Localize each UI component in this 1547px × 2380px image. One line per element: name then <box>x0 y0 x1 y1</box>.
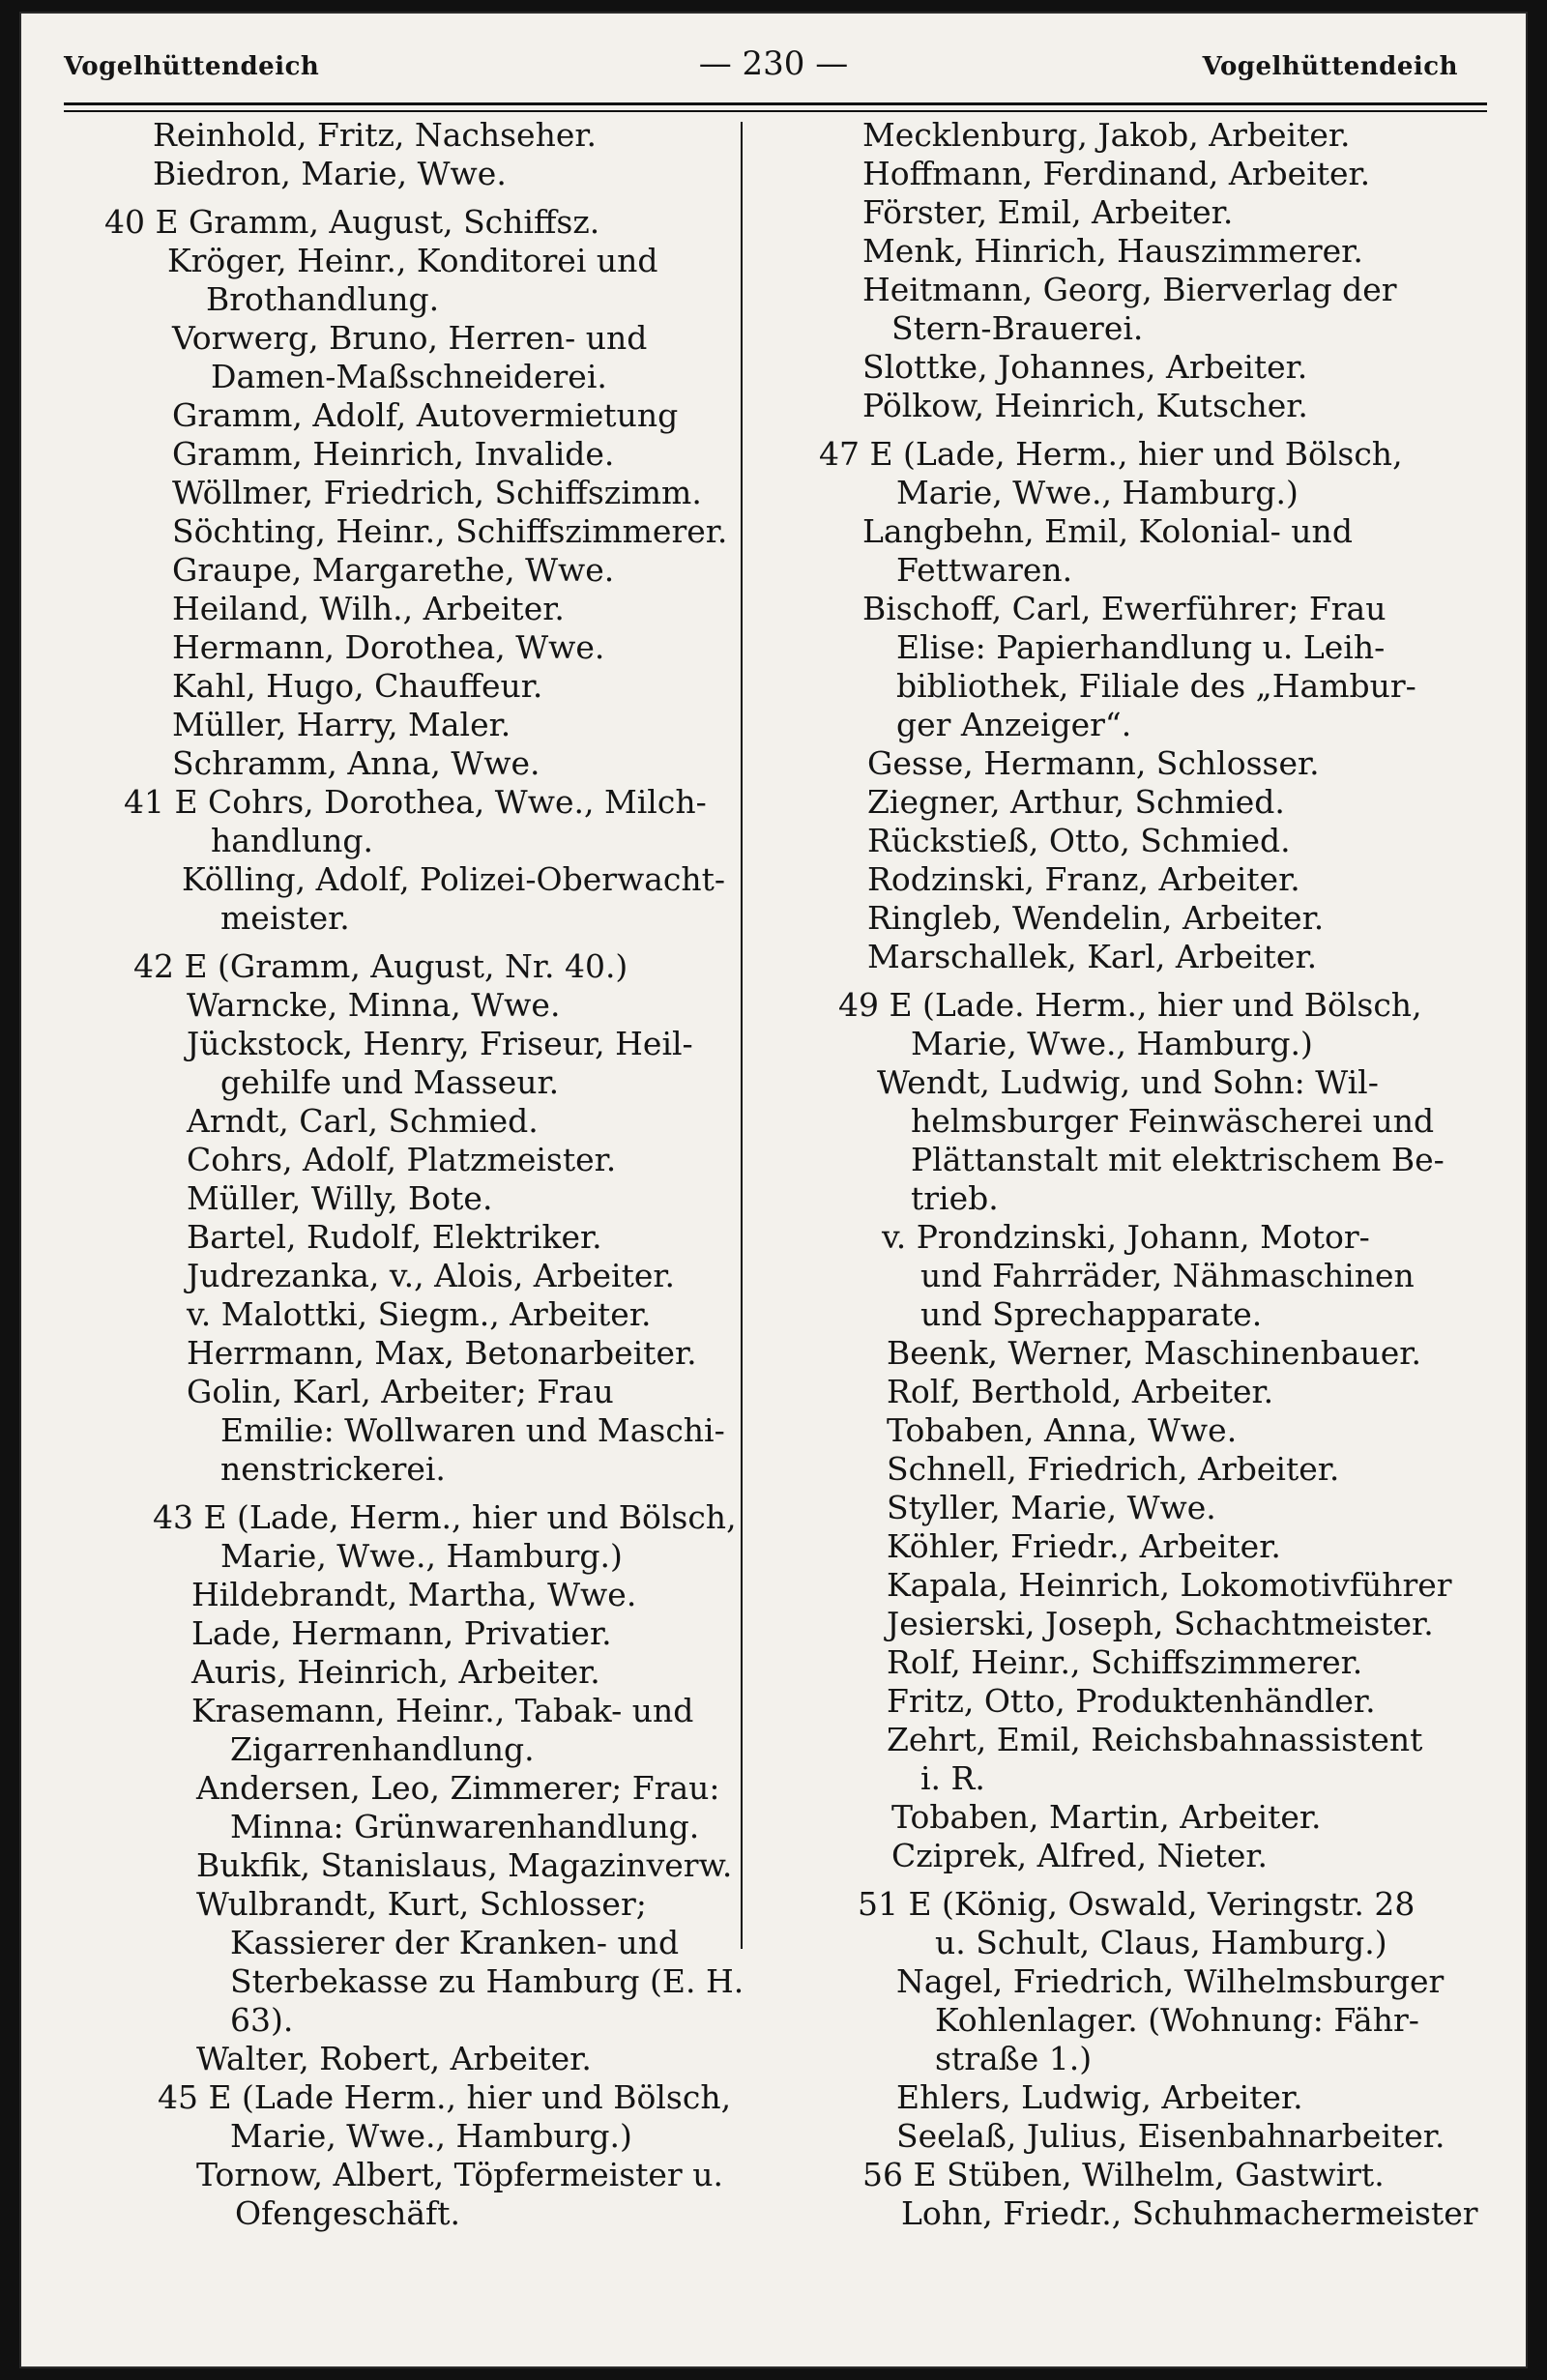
directory-line: Vorwerg, Bruno, Herren- und <box>172 319 648 357</box>
directory-line: Marie, Wwe., Hamburg.) <box>220 1537 623 1575</box>
directory-line: Kapala, Heinrich, Lokomotivführer <box>887 1566 1452 1604</box>
directory-line: Reinhold, Fritz, Nachseher. <box>153 116 597 154</box>
directory-line: Jesierski, Joseph, Schachtmeister. <box>887 1605 1434 1642</box>
directory-line: bibliothek, Filiale des „Hambur- <box>896 667 1416 705</box>
directory-line: Rodzinski, Franz, Arbeiter. <box>867 860 1300 898</box>
directory-line: Herrmann, Max, Betonarbeiter. <box>187 1334 697 1372</box>
directory-line: Arndt, Carl, Schmied. <box>187 1102 539 1140</box>
directory-line: Söchting, Heinr., Schiffszimmerer. <box>172 512 728 550</box>
directory-line: Ziegner, Arthur, Schmied. <box>867 783 1285 821</box>
directory-line: Fritz, Otto, Produktenhändler. <box>887 1682 1376 1720</box>
directory-line: Nagel, Friedrich, Wilhelmsburger <box>896 1962 1445 2000</box>
directory-line: 56 E Stüben, Wilhelm, Gastwirt. <box>862 2156 1385 2193</box>
directory-line: Wulbrandt, Kurt, Schlosser; <box>196 1885 647 1923</box>
directory-line: Jückstock, Henry, Friseur, Heil- <box>187 1025 693 1062</box>
running-head-right: Vogelhüttendeich <box>1202 52 1458 81</box>
directory-line: Köhler, Friedr., Arbeiter. <box>887 1527 1281 1565</box>
directory-line: Rolf, Berthold, Arbeiter. <box>887 1373 1274 1410</box>
directory-line: Heitmann, Georg, Bierverlag der <box>862 271 1397 308</box>
directory-line: straße 1.) <box>935 2040 1093 2077</box>
directory-line: Elise: Papierhandlung u. Leih- <box>896 628 1386 666</box>
directory-line: Lohn, Friedr., Schuhmachermeister <box>901 2194 1478 2232</box>
directory-line: i. R. <box>920 1759 985 1797</box>
directory-line: Bukfik, Stanislaus, Magazinverw. <box>196 1846 733 1884</box>
directory-line: Auris, Heinrich, Arbeiter. <box>191 1653 600 1691</box>
directory-line: Schnell, Friedrich, Arbeiter. <box>887 1450 1340 1488</box>
entry-spacer <box>775 1875 1491 1885</box>
directory-line: Warncke, Minna, Wwe. <box>187 986 561 1024</box>
directory-line: Menk, Hinrich, Hauszimmerer. <box>862 232 1363 270</box>
directory-line: Müller, Willy, Bote. <box>187 1179 493 1217</box>
directory-line: Styller, Marie, Wwe. <box>887 1489 1216 1526</box>
directory-line: 47 E (Lade, Herm., hier und Bölsch, <box>819 435 1403 473</box>
directory-line: Marie, Wwe., Hamburg.) <box>230 2117 632 2155</box>
directory-line: ger Anzeiger“. <box>896 706 1132 743</box>
directory-line: trieb. <box>911 1179 999 1217</box>
directory-line: Brothandlung. <box>206 280 440 318</box>
directory-line: Beenk, Werner, Maschinenbauer. <box>887 1334 1421 1372</box>
directory-line: Kröger, Heinr., Konditorei und <box>167 242 658 279</box>
directory-line: 40 E Gramm, August, Schiffsz. <box>104 203 600 241</box>
left-column <box>75 116 743 2233</box>
header-rule-thin <box>64 110 1487 112</box>
directory-line: Minna: Grünwarenhandlung. <box>230 1808 700 1845</box>
directory-line: Cziprek, Alfred, Nieter. <box>891 1837 1268 1874</box>
entry-spacer <box>75 193 743 203</box>
directory-line: Marie, Wwe., Hamburg.) <box>896 474 1299 511</box>
directory-line: Pölkow, Heinrich, Kutscher. <box>862 387 1308 424</box>
directory-line: Hoffmann, Ferdinand, Arbeiter. <box>862 155 1371 192</box>
directory-line: Tobaben, Anna, Wwe. <box>887 1411 1238 1449</box>
directory-line: Zehrt, Emil, Reichsbahnassistent <box>887 1721 1423 1758</box>
directory-line: Hermann, Dorothea, Wwe. <box>172 628 605 666</box>
directory-line: Walter, Robert, Arbeiter. <box>196 2040 592 2077</box>
directory-line: meister. <box>220 899 350 937</box>
entry-spacer <box>775 425 1491 435</box>
directory-line: Seelaß, Julius, Eisenbahnarbeiter. <box>896 2117 1445 2155</box>
directory-line: v. Malottki, Siegm., Arbeiter. <box>187 1295 652 1333</box>
directory-line: Lade, Hermann, Privatier. <box>191 1614 612 1652</box>
directory-line: 42 E (Gramm, August, Nr. 40.) <box>133 947 628 985</box>
directory-line: Plättanstalt mit elektrischem Be- <box>911 1141 1445 1178</box>
directory-line: und Fahrräder, Nähmaschinen <box>920 1257 1415 1294</box>
directory-line: Bischoff, Carl, Ewerführer; Frau <box>862 590 1386 627</box>
entry-spacer <box>75 938 743 947</box>
directory-line: Gramm, Adolf, Autovermietung <box>172 396 679 434</box>
directory-line: Stern-Brauerei. <box>891 309 1144 347</box>
running-head-left: Vogelhüttendeich <box>64 52 320 81</box>
directory-line: Zigarrenhandlung. <box>230 1730 535 1768</box>
right-column <box>775 116 1491 2233</box>
directory-line: Bartel, Rudolf, Elektriker. <box>187 1218 602 1256</box>
entry-spacer <box>775 976 1491 986</box>
directory-line: Krasemann, Heinr., Tabak- und <box>191 1692 694 1729</box>
directory-line: Rolf, Heinr., Schiffszimmerer. <box>887 1643 1363 1681</box>
directory-line: Schramm, Anna, Wwe. <box>172 744 540 782</box>
directory-line: Graupe, Margarethe, Wwe. <box>172 551 615 589</box>
directory-line: Marschallek, Karl, Arbeiter. <box>867 938 1318 975</box>
directory-line: Fettwaren. <box>896 551 1073 589</box>
directory-line: 63). <box>230 2001 294 2039</box>
directory-line: v. Prondzinski, Johann, Motor- <box>882 1218 1370 1256</box>
entry-spacer <box>75 1489 743 1498</box>
directory-line: Wendt, Ludwig, und Sohn: Wil- <box>877 1063 1379 1101</box>
header-rule <box>64 102 1487 105</box>
directory-line: Heiland, Wilh., Arbeiter. <box>172 590 565 627</box>
directory-line: Mecklenburg, Jakob, Arbeiter. <box>862 116 1351 154</box>
directory-line: gehilfe und Masseur. <box>220 1063 560 1101</box>
directory-line: Rückstieß, Otto, Schmied. <box>867 822 1291 859</box>
directory-line: 45 E (Lade Herm., hier und Bölsch, <box>158 2078 732 2116</box>
directory-line: Gesse, Hermann, Schlosser. <box>867 744 1320 782</box>
directory-line: Ehlers, Ludwig, Arbeiter. <box>896 2078 1303 2116</box>
directory-line: Andersen, Leo, Zimmerer; Frau: <box>196 1769 720 1807</box>
directory-line: u. Schult, Claus, Hamburg.) <box>935 1924 1387 1961</box>
directory-line: 49 E (Lade. Herm., hier und Bölsch, <box>838 986 1422 1024</box>
directory-line: Judrezanka, v., Alois, Arbeiter. <box>187 1257 676 1294</box>
directory-line: und Sprechapparate. <box>920 1295 1263 1333</box>
directory-line: nenstrickerei. <box>220 1450 446 1488</box>
directory-line: Slottke, Johannes, Arbeiter. <box>862 348 1308 386</box>
directory-line: Gramm, Heinrich, Invalide. <box>172 435 615 473</box>
directory-line: handlung. <box>211 822 373 859</box>
directory-line: Tornow, Albert, Töpfermeister u. <box>196 2156 723 2193</box>
directory-line: Biedron, Marie, Wwe. <box>153 155 507 192</box>
directory-line: Sterbekasse zu Hamburg (E. H. <box>230 1962 744 2000</box>
directory-line: Cohrs, Adolf, Platzmeister. <box>187 1141 617 1178</box>
directory-line: Müller, Harry, Maler. <box>172 706 511 743</box>
directory-page <box>21 14 1526 2366</box>
directory-line: Wöllmer, Friedrich, Schiffszimm. <box>172 474 702 511</box>
directory-line: 51 E (König, Oswald, Veringstr. 28 <box>858 1885 1416 1923</box>
directory-line: Förster, Emil, Arbeiter. <box>862 193 1234 231</box>
directory-line: Kahl, Hugo, Chauffeur. <box>172 667 543 705</box>
directory-line: helmsburger Feinwäscherei und <box>911 1102 1435 1140</box>
directory-line: Damen-Maßschneiderei. <box>211 358 607 395</box>
directory-line: Langbehn, Emil, Kolonial- und <box>862 512 1353 550</box>
directory-line: 43 E (Lade, Herm., hier und Bölsch, <box>153 1498 737 1536</box>
directory-line: Kölling, Adolf, Polizei-Oberwacht- <box>182 860 726 898</box>
directory-line: Kassierer der Kranken- und <box>230 1924 680 1961</box>
directory-line: Marie, Wwe., Hamburg.) <box>911 1025 1313 1062</box>
page-number: — 230 — <box>698 44 849 83</box>
directory-line: Kohlenlager. (Wohnung: Fähr- <box>935 2001 1419 2039</box>
directory-line: Ringleb, Wendelin, Arbeiter. <box>867 899 1325 937</box>
directory-line: Hildebrandt, Martha, Wwe. <box>191 1576 637 1613</box>
directory-line: Tobaben, Martin, Arbeiter. <box>891 1798 1322 1836</box>
directory-line: Emilie: Wollwaren und Maschi- <box>220 1411 725 1449</box>
directory-line: Ofengeschäft. <box>235 2194 461 2232</box>
directory-line: Golin, Karl, Arbeiter; Frau <box>187 1373 614 1410</box>
directory-line: 41 E Cohrs, Dorothea, Wwe., Milch- <box>124 783 707 821</box>
